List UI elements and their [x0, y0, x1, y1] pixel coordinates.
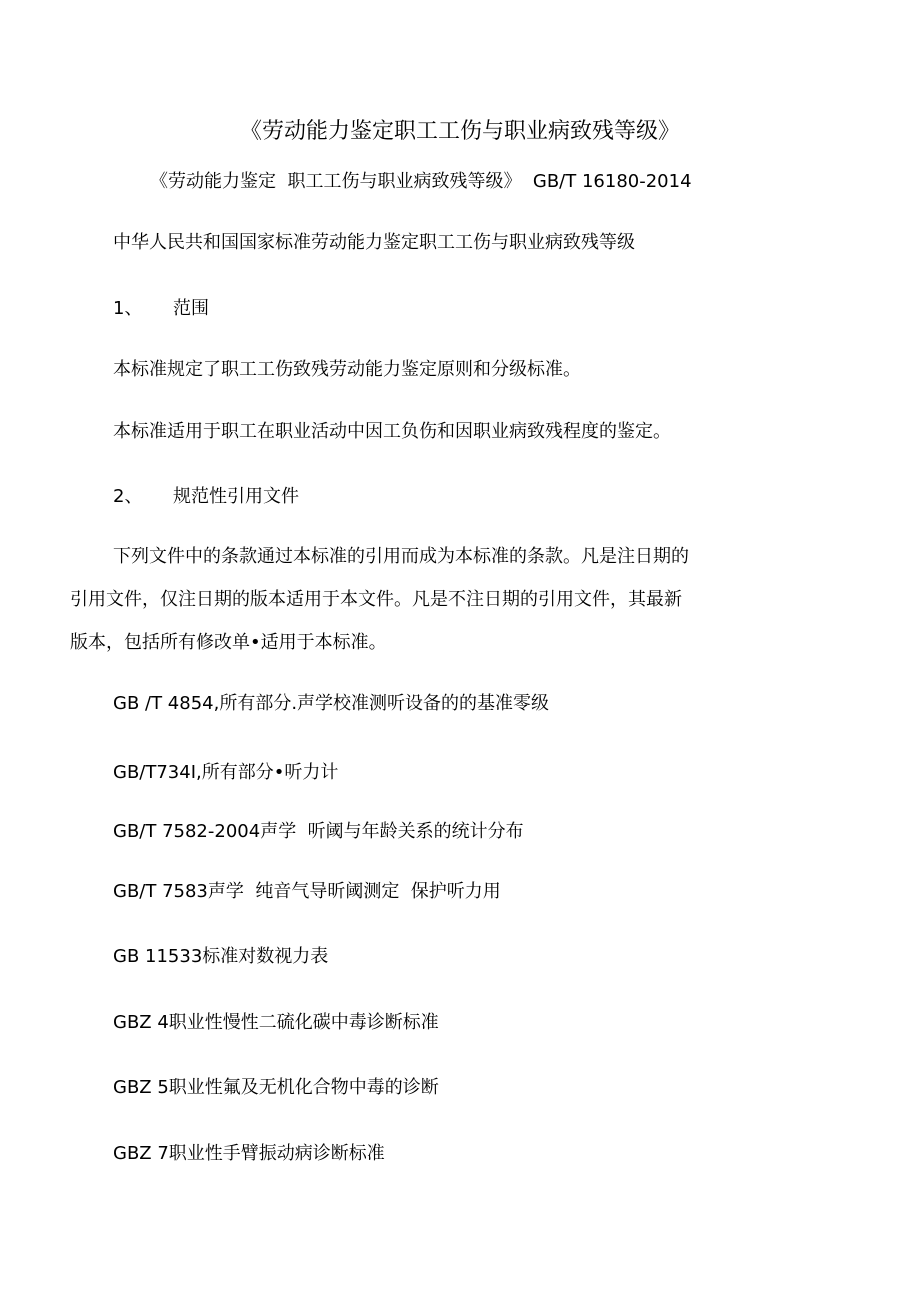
- reference-item: GBZ 5职业性氟及无机化合物中毒的诊断: [113, 1077, 439, 1098]
- document-title: 《劳动能力鉴定职工工伤与职业病致残等级》: [239, 119, 680, 144]
- section-1-paragraph: 本标准规定了职工工伤致残劳动能力鉴定原则和分级标准。: [113, 359, 581, 380]
- section-2-title: 规范性引用文件: [173, 486, 299, 507]
- reference-item: GB/T734I,所有部分•听力计: [113, 762, 339, 783]
- standard-heading: 中华人民共和国国家标准劳动能力鉴定职工工伤与职业病致残等级: [113, 232, 635, 253]
- section-2-intro-line: 版本，包括所有修改单•适用于本标准。: [70, 632, 387, 653]
- section-2-number: 2、: [113, 486, 143, 507]
- section-2-intro-line: 引用文件，仅注日期的版本适用于本文件。凡是不注日期的引用文件，其最新: [70, 589, 682, 610]
- reference-item: GBZ 4职业性慢性二硫化碳中毒诊断标准: [113, 1012, 439, 1033]
- reference-item: GBZ 7职业性手臂振动病诊断标准: [113, 1143, 385, 1164]
- reference-item: GB /T 4854,所有部分.声学校准测听设备的的基准零级: [113, 693, 550, 714]
- section-2-heading: [113, 486, 299, 508]
- section-1-number: 1、: [113, 298, 143, 319]
- section-1-heading: [113, 298, 209, 320]
- reference-item: GB 11533标准对数视力表: [113, 946, 329, 967]
- section-2-intro-line: 下列文件中的条款通过本标准的引用而成为本标准的条款。凡是注日期的: [113, 546, 689, 567]
- reference-item: GB/T 7582-2004声学 听阈与年龄关系的统计分布: [113, 821, 524, 842]
- section-1-paragraph: 本标准适用于职工在职业活动中因工负伤和因职业病致残程度的鉴定。: [113, 421, 671, 442]
- reference-item: GB/T 7583声学 纯音气导昕阈测定 保护听力用: [113, 881, 501, 902]
- section-1-title: 范围: [173, 298, 209, 319]
- document-subtitle: 《劳动能力鉴定 职工工伤与职业病致残等级》 GB/T 16180-2014: [150, 171, 692, 192]
